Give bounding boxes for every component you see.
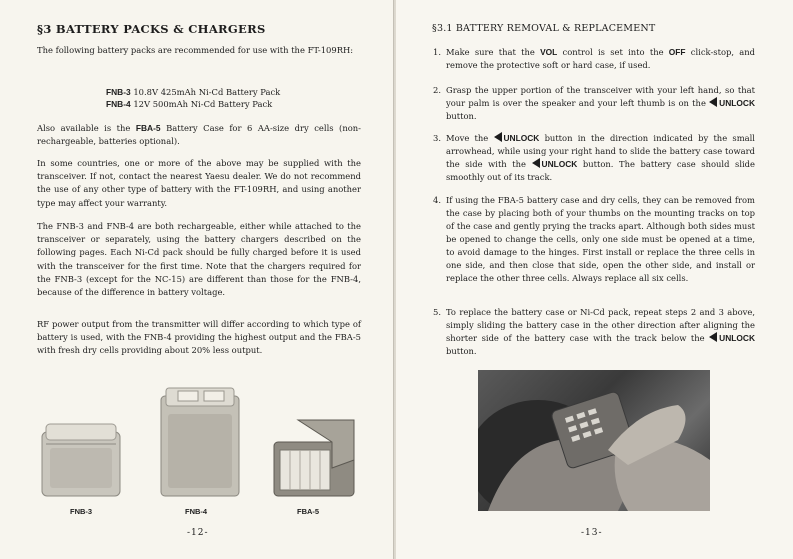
section-heading: §3 BATTERY PACKS & CHARGERS <box>37 22 266 36</box>
pack-line-fnb3 <box>106 86 280 98</box>
pack-desc: 12V 500mAh Ni-Cd Battery Pack <box>130 99 273 109</box>
unlock-label: UNLOCK <box>503 133 540 143</box>
pack-desc: 10.8V 425mAh Ni-Cd Battery Pack <box>130 87 281 97</box>
page-number: -13- <box>581 528 603 538</box>
step-text: To replace the battery case or Ni-Cd pack, repeat steps 2 and 3 above, simply sliding the battery case in the other direction after aligning the shorter side of the battery case with the track below the <box>446 307 755 343</box>
fba5-paragraph <box>37 122 361 148</box>
unlock-label: UNLOCK <box>719 333 755 343</box>
dealer-paragraph: In some countries, one or more of the above may be supplied with the transceiver. If not, contact the nearest Yaesu dealer. We do not recommend the use of any other type of battery with the FT-109RH, and using another type may affect your warranty. <box>37 158 361 208</box>
step-text: button in the direction indicated by the small arrowhead, while using your right hand to slide the battery case toward the side with the <box>446 133 755 169</box>
unlock-label: UNLOCK <box>541 159 578 169</box>
fnb4-battery-image <box>158 384 244 500</box>
step-text: Move the <box>446 133 494 143</box>
left-page <box>0 0 394 559</box>
step-number: 1. <box>433 47 441 57</box>
fnb3-battery-image <box>40 418 124 500</box>
rf-output-paragraph: RF power output from the transmitter will differ according to which type of battery is used, with the FNB-4 providing the highest output and the FBA-5 with fresh dry cells providing about 20% less output. <box>37 319 361 356</box>
vol-control-label: VOL <box>540 47 558 57</box>
left-arrow-icon <box>709 332 717 342</box>
fba5-case-image <box>268 414 358 500</box>
step-4 <box>433 194 755 285</box>
intro-paragraph: The following battery packs are recommended for use with the FT-109RH: <box>37 45 354 55</box>
right-page <box>396 0 793 559</box>
step-text: button. The battery case should slide smoothly out of its track. <box>446 159 755 182</box>
off-label: OFF <box>668 47 686 57</box>
pack-model: FNB-3 <box>106 87 131 97</box>
unlock-label: UNLOCK <box>719 98 755 108</box>
step-text: If using the FBA-5 battery case and dry cells, they can be removed from the case by placing both of your thumbs on the mounting tracks on top of the case and gently prying the tracks apart. Although both sides must be opened to change the cells, only one side must be opened at a time, to avoid damage to the hinges. First install or replace the three cells in one side, and then close that side, open the other side, and install or replace the other three cells. Always replace all six cells. <box>446 195 755 283</box>
subsection-heading: §3.1 BATTERY REMOVAL & REPLACEMENT <box>432 23 656 34</box>
step-1 <box>433 46 755 72</box>
fba5-text-post: Battery Case for 6 AA-size dry cells (non-rechargeable, batteries optional). <box>37 123 361 147</box>
fba5-model: FBA-5 <box>135 123 161 133</box>
step-number: 4. <box>433 195 441 205</box>
left-arrow-icon <box>709 97 717 107</box>
step-3 <box>433 132 755 184</box>
step-text: Grasp the upper portion of the transceiver with your left hand, so that your palm is over the speaker and your left thumb is on the <box>446 85 755 108</box>
left-arrow-icon <box>532 158 540 168</box>
caption-fba5: FBA-5 <box>297 507 320 516</box>
pack-line-fnb4 <box>106 98 272 110</box>
step-number: 2. <box>433 85 441 95</box>
caption-fnb4: FNB-4 <box>185 507 208 516</box>
hands-transceiver-illustration <box>478 370 710 511</box>
step-text: button. <box>446 346 477 356</box>
step-number: 5. <box>433 307 441 317</box>
step-text: Make sure that the <box>446 47 541 57</box>
battery-removal-photo <box>478 370 710 511</box>
step-text: control is set into the <box>557 47 669 57</box>
step-2 <box>433 84 755 123</box>
left-arrow-icon <box>494 132 502 142</box>
step-text: click-stop, and remove the protective soft or hard case, if used. <box>446 47 756 70</box>
fba5-text-pre: Also available is the <box>37 123 136 133</box>
step-number: 3. <box>433 133 441 143</box>
page-number: -12- <box>187 528 209 538</box>
step-5 <box>433 306 755 358</box>
caption-fnb3: FNB-3 <box>70 507 93 516</box>
pack-model: FNB-4 <box>106 99 131 109</box>
rechargeable-paragraph: The FNB-3 and FNB-4 are both rechargeable, either while attached to the transceiver or separately, using the battery chargers described on the following pages. Each Ni-Cd pack should be fully charged before it is used with the transceiver for the first time. Note that the chargers required for the FNB-3 (except for the NC-15) are different than those for the FNB-4, because of the difference in battery voltage. <box>37 221 361 298</box>
step-text: button. <box>446 111 477 121</box>
